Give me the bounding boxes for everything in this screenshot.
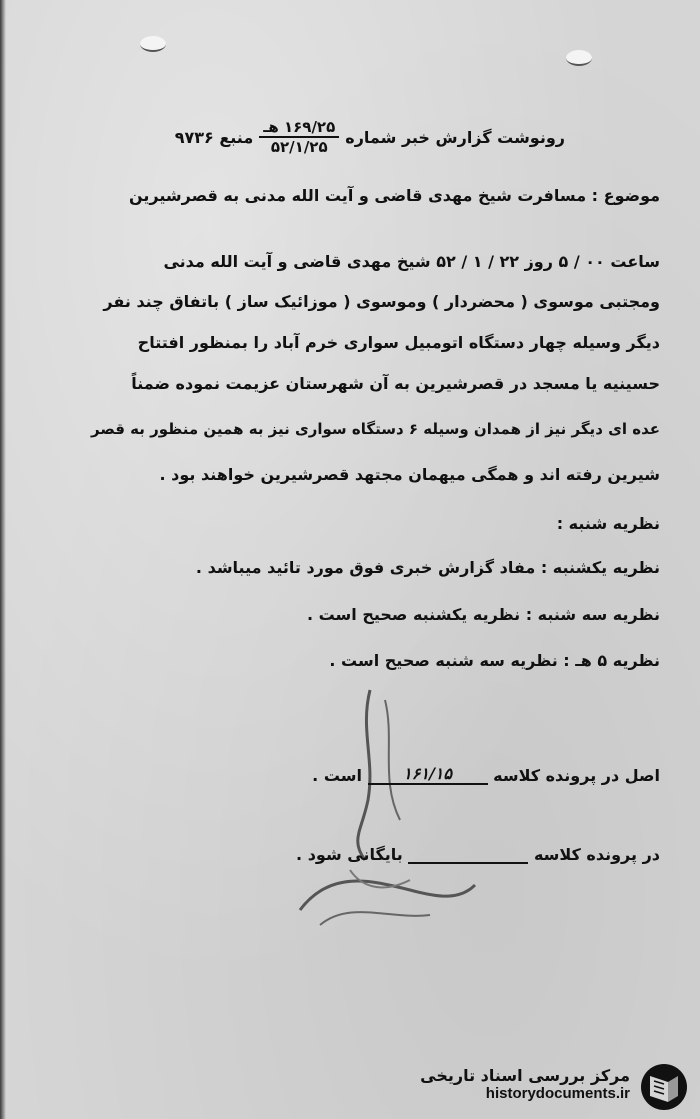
- scan-edge-shadow: [0, 0, 6, 1119]
- filing-line: [296, 845, 660, 864]
- archive-logo-icon: [638, 1062, 690, 1112]
- archive-line: [312, 764, 660, 785]
- archive-prefix: اصل در پرونده کلاسه: [493, 766, 660, 785]
- header-prefix: رونوشت گزارش خبر شماره: [345, 127, 565, 147]
- report-number-bottom: ۵۲/۱/۲۵: [270, 138, 328, 156]
- signature-scribble: [290, 670, 490, 950]
- watermark-title: مرکز بررسی اسناد تاریخی: [420, 1066, 630, 1085]
- archive-file-number: ۱۶۱/۱۵: [368, 764, 488, 785]
- body-line-1: ساعت ۰۰ / ۵ روز ۲۲ / ۱ / ۵۲ شیخ مهدی قاضی و آیت الله مدنی: [163, 252, 660, 271]
- body-line-6: شیرین رفته اند و همگی میهمان مجتهد قصرشیرین خواهند بود .: [159, 465, 660, 484]
- report-header: [175, 118, 565, 156]
- note-saturday: نظریه شنبه :: [556, 514, 660, 533]
- punch-hole-left: [140, 36, 166, 52]
- filing-prefix: در پرونده کلاسه: [533, 845, 660, 864]
- report-source: منبع ۹۷۳۶: [174, 127, 254, 147]
- body-line-5: عده ای دیگر نیز از همدان وسیله ۶ دستگاه سواری نیز به همین منظور به قصر: [91, 420, 660, 438]
- watermark-text: [420, 1066, 630, 1102]
- filing-suffix: بایگانی شود .: [296, 845, 403, 864]
- filing-file-number: [408, 862, 528, 864]
- watermark-website: historydocuments.ir: [485, 1085, 630, 1102]
- subject-line: موضوع : مسافرت شیخ مهدی قاضی و آیت الله مدنی به قصرشیرین: [128, 186, 660, 205]
- report-number-top: ۱۶۹/۲۵ هـ: [259, 118, 339, 138]
- note-sunday: نظریه یکشنبه : مفاد گزارش خبری فوق مورد تائید میباشد .: [195, 558, 660, 577]
- body-line-4: حسینیه یا مسجد در قصرشیرین به آن شهرستان عزیمت نموده ضمناً: [131, 374, 660, 393]
- body-line-2: ومجتبی موسوی ( محضردار ) وموسوی ( موزائیک ساز ) باتفاق چند نفر: [103, 292, 660, 311]
- note-5h: نظریه ۵ هـ : نظریه سه شنبه صحیح است .: [329, 651, 660, 670]
- punch-hole-right: [566, 50, 592, 66]
- report-number: [259, 118, 339, 156]
- body-line-3: دیگر وسیله چهار دستگاه اتومبیل سواری خرم آباد را بمنظور افتتاح: [137, 333, 660, 352]
- archive-suffix: است .: [312, 766, 362, 785]
- note-tuesday: نظریه سه شنبه : نظریه یکشنبه صحیح است .: [306, 605, 660, 624]
- archive-watermark: [420, 1062, 690, 1112]
